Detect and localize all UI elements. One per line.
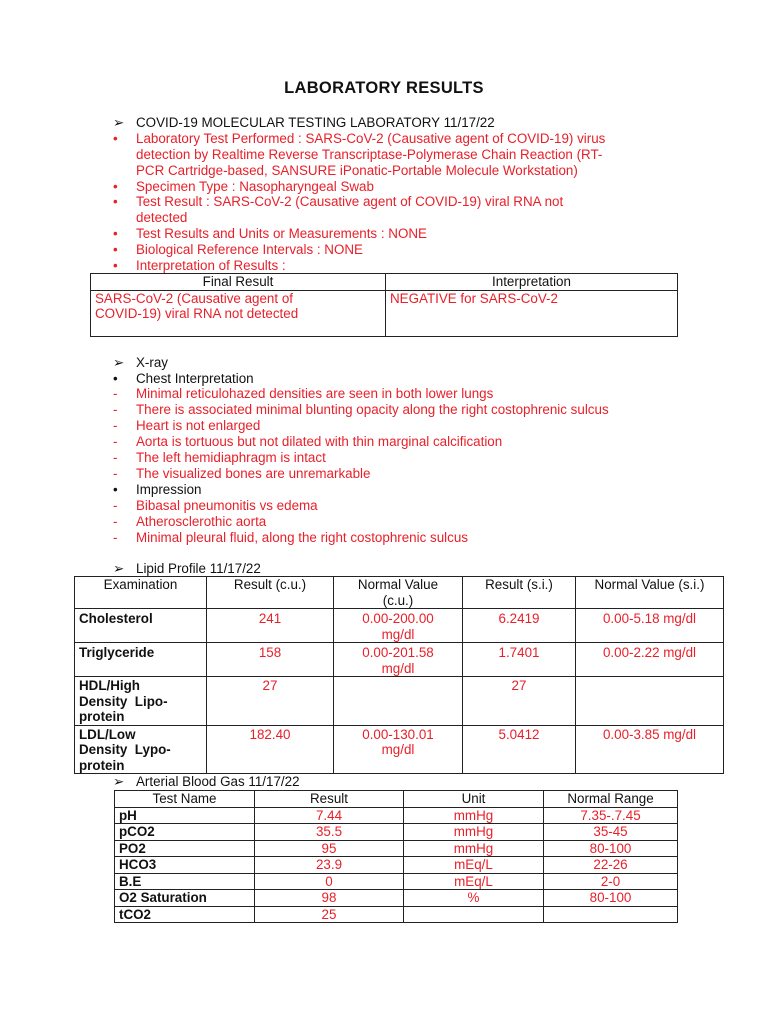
result-cell: 0: [255, 873, 404, 890]
range-cell: 35-45: [544, 824, 678, 841]
result-si-cell: 1.7401: [463, 643, 576, 677]
test-name-cell: PO2: [115, 840, 255, 857]
table-header: Normal Value (s.i.): [576, 577, 724, 609]
result-cell: 7.44: [255, 807, 404, 824]
abg-table: [114, 790, 678, 923]
test-name-cell: HCO3: [115, 857, 255, 874]
arrow-bullet-icon: ➢: [113, 561, 125, 576]
chest-item: The left hemidiaphragm is intact: [136, 450, 326, 465]
covid-heading: COVID-19 MOLECULAR TESTING LABORATORY 11/17/22: [136, 115, 495, 130]
chest-item: Heart is not enlarged: [136, 418, 261, 433]
normal-si-cell: 0.00-5.18 mg/dl: [576, 609, 724, 643]
abg-heading: Arterial Blood Gas 11/17/22: [136, 774, 300, 789]
range-cell: [544, 906, 678, 923]
table-row: [115, 857, 678, 874]
dash-icon: -: [113, 530, 118, 545]
impression-heading: Impression: [136, 482, 202, 497]
unit-cell: mmHg: [404, 824, 544, 841]
table-header: Examination: [75, 577, 207, 609]
exam-line: HDL/High: [79, 678, 140, 693]
bullet-icon: •: [113, 131, 118, 146]
range-cell: 22-26: [544, 857, 678, 874]
dash-icon: -: [113, 386, 118, 401]
normal-cu-line: mg/dl: [381, 626, 415, 642]
dash-icon: -: [113, 498, 118, 513]
exam-cell: Triglyceride: [75, 643, 207, 677]
table-header: Test Name: [115, 791, 255, 808]
lipid-heading: Lipid Profile 11/17/22: [136, 561, 261, 576]
dash-icon: -: [113, 466, 118, 481]
range-cell: 7.35-.7.45: [544, 807, 678, 824]
chest-item: The visualized bones are unremarkable: [136, 466, 371, 481]
table-row: [115, 906, 678, 923]
covid-test-performed-3: PCR Cartridge-based, SANSURE iPonatic-Portable Molecule Workstation): [136, 163, 578, 178]
table-row: [75, 677, 724, 726]
final-result-line: SARS-CoV-2 (Causative agent of: [95, 290, 293, 306]
table-row: [115, 807, 678, 824]
dash-icon: -: [113, 434, 118, 449]
covid-units: Test Results and Units or Measurements : NONE: [136, 226, 427, 241]
result-cu-cell: 158: [207, 643, 334, 677]
header-line: (c.u.): [382, 592, 414, 608]
table-header: Interpretation: [386, 274, 678, 291]
bullet-icon: •: [113, 371, 118, 386]
table-header: Final Result: [91, 274, 386, 291]
unit-cell: %: [404, 890, 544, 907]
normal-cu-line: mg/dl: [381, 660, 415, 676]
final-result-line: COVID-19) viral RNA not detected: [95, 306, 299, 321]
range-cell: 80-100: [544, 840, 678, 857]
bullet-icon: •: [113, 179, 118, 194]
exam-line: Density Lipo-: [79, 693, 168, 709]
covid-test-result-2: detected: [136, 210, 188, 225]
chest-heading: Chest Interpretation: [136, 371, 254, 386]
bullet-icon: •: [113, 226, 118, 241]
result-si-cell: 27: [463, 677, 576, 726]
result-cell: 25: [255, 906, 404, 923]
test-name-cell: pH: [115, 807, 255, 824]
normal-si-cell: 0.00-2.22 mg/dl: [576, 643, 724, 677]
final-result-cell: [91, 290, 386, 336]
result-cu-cell: 182.40: [207, 725, 334, 774]
dash-icon: -: [113, 450, 118, 465]
table-row: [115, 873, 678, 890]
normal-cu-line: 0.00-130.01: [362, 726, 434, 742]
arrow-bullet-icon: ➢: [113, 355, 125, 370]
table-row: [115, 890, 678, 907]
covid-interpretation-label: Interpretation of Results :: [136, 258, 286, 273]
xray-heading: X-ray: [136, 355, 168, 370]
header-line: Normal Value: [357, 577, 439, 592]
result-cell: 23.9: [255, 857, 404, 874]
table-row: [115, 840, 678, 857]
normal-cu-cell: [334, 725, 463, 774]
covid-specimen: Specimen Type : Nasopharyngeal Swab: [136, 179, 374, 194]
exam-cell: Cholesterol: [75, 609, 207, 643]
test-name-cell: pCO2: [115, 824, 255, 841]
arrow-bullet-icon: ➢: [113, 115, 125, 130]
result-cell: 95: [255, 840, 404, 857]
normal-cu-cell: [334, 677, 463, 726]
bullet-icon: •: [113, 194, 118, 209]
bullet-icon: •: [113, 242, 118, 257]
normal-cu-line: mg/dl: [381, 742, 415, 757]
result-cu-cell: 27: [207, 677, 334, 726]
chest-item: There is associated minimal blunting opacity along the right costophrenic sulcus: [136, 402, 609, 417]
unit-cell: mmHg: [404, 807, 544, 824]
table-header: Result (c.u.): [207, 577, 334, 609]
unit-cell: mEq/L: [404, 857, 544, 874]
exam-line: protein: [79, 757, 125, 773]
result-cell: 35.5: [255, 824, 404, 841]
covid-test-performed-2: detection by Realtime Reverse Transcriptase-Polymerase Chain Reaction (RT-: [136, 147, 603, 162]
page-title: LABORATORY RESULTS: [284, 79, 484, 97]
normal-cu-cell: [334, 609, 463, 643]
lipid-table: [74, 576, 724, 774]
result-si-cell: 5.0412: [463, 725, 576, 774]
range-cell: 2-0: [544, 873, 678, 890]
table-header: Normal Range: [544, 791, 678, 808]
exam-cell: [75, 677, 207, 726]
exam-line: protein: [79, 709, 125, 724]
chest-item: Aorta is tortuous but not dilated with thin marginal calcification: [136, 434, 503, 449]
normal-si-cell: [576, 677, 724, 726]
test-name-cell: B.E: [115, 873, 255, 890]
dash-icon: -: [113, 418, 118, 433]
result-cell: 98: [255, 890, 404, 907]
impression-item: Bibasal pneumonitis vs edema: [136, 498, 318, 513]
test-name-cell: O2 Saturation: [115, 890, 255, 907]
dash-icon: -: [113, 514, 118, 529]
covid-test-performed-1: Laboratory Test Performed : SARS-CoV-2 (Causative agent of COVID-19) virus: [136, 131, 606, 146]
table-header: Unit: [404, 791, 544, 808]
table-header: Result: [255, 791, 404, 808]
table-row: [75, 725, 724, 774]
normal-si-cell: 0.00-3.85 mg/dl: [576, 725, 724, 774]
range-cell: 80-100: [544, 890, 678, 907]
test-name-cell: tCO2: [115, 906, 255, 923]
bullet-icon: •: [113, 482, 118, 497]
exam-line: Density Lypo-: [79, 742, 171, 757]
table-header: Result (s.i.): [463, 577, 576, 609]
result-si-cell: 6.2419: [463, 609, 576, 643]
normal-cu-line: 0.00-201.58: [362, 645, 434, 660]
unit-cell: [404, 906, 544, 923]
interpretation-cell: NEGATIVE for SARS-CoV-2: [386, 290, 678, 336]
unit-cell: mmHg: [404, 840, 544, 857]
impression-item: Minimal pleural fluid, along the right costophrenic sulcus: [136, 530, 468, 545]
exam-line: LDL/Low: [79, 726, 136, 742]
chest-item: Minimal reticulohazed densities are seen in both lower lungs: [136, 386, 494, 401]
table-header: [334, 577, 463, 609]
unit-cell: mEq/L: [404, 873, 544, 890]
normal-cu-line: 0.00-200.00: [362, 611, 434, 626]
covid-result-table: [90, 273, 678, 337]
table-row: [115, 824, 678, 841]
table-row: [75, 643, 724, 677]
covid-reference: Biological Reference Intervals : NONE: [136, 242, 363, 257]
impression-item: Atherosclerothic aorta: [136, 514, 267, 529]
bullet-icon: •: [113, 258, 118, 273]
covid-test-result-1: Test Result : SARS-CoV-2 (Causative agent of COVID-19) viral RNA not: [136, 194, 564, 209]
dash-icon: -: [113, 402, 118, 417]
exam-cell: [75, 725, 207, 774]
arrow-bullet-icon: ➢: [113, 774, 125, 789]
result-cu-cell: 241: [207, 609, 334, 643]
table-row: [75, 609, 724, 643]
normal-cu-cell: [334, 643, 463, 677]
